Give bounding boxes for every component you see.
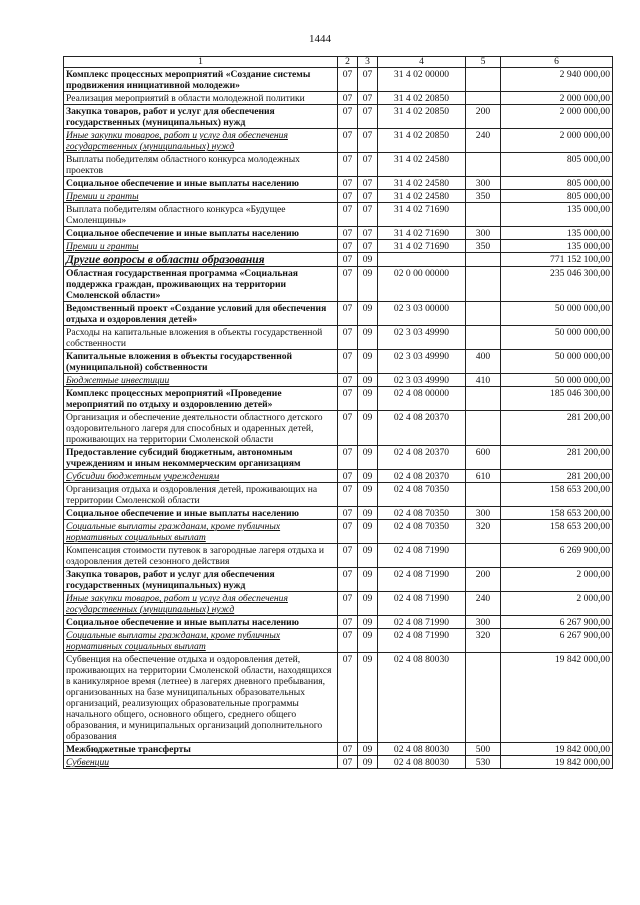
- row-section: 07: [338, 544, 358, 568]
- column-header-2: 2: [338, 57, 358, 68]
- row-expense-type: [466, 267, 501, 302]
- row-section: 07: [338, 374, 358, 387]
- row-target-code: 02 4 08 00000: [378, 387, 466, 411]
- row-section: 07: [338, 105, 358, 129]
- row-expense-type: 530: [466, 756, 501, 769]
- table-row: [64, 227, 613, 240]
- table-row: [64, 253, 613, 267]
- table-row: [64, 129, 613, 153]
- table-row: [64, 177, 613, 190]
- row-name: Субвенция на обеспечение отдыха и оздоровления детей, проживающих на территории Смоленской области, находящихся в каникулярное время (летнее) в лагерях дневного пребывания, организованных на базе муниципальных образовательных организаций, реализующих образовательные программы начального общего, основного общего, среднего общего образования, и муниципальных организаций дополнительного образования: [64, 653, 338, 743]
- row-subsection: 09: [358, 653, 378, 743]
- row-section: 07: [338, 470, 358, 483]
- row-amount: 50 000 000,00: [501, 302, 613, 326]
- page-number: 1444: [309, 33, 331, 45]
- row-section: 07: [338, 520, 358, 544]
- row-target-code: 02 4 08 70350: [378, 483, 466, 507]
- row-expense-type: 300: [466, 177, 501, 190]
- row-name: Социальные выплаты гражданам, кроме публичных нормативных социальных выплат: [64, 520, 338, 544]
- row-name: Выплаты победителям областного конкурса молодежных проектов: [64, 153, 338, 177]
- row-expense-type: 410: [466, 374, 501, 387]
- row-subsection: 09: [358, 470, 378, 483]
- table-row: [64, 105, 613, 129]
- row-amount: 158 653 200,00: [501, 507, 613, 520]
- column-header-6: 6: [501, 57, 613, 68]
- row-amount: 19 842 000,00: [501, 756, 613, 769]
- row-target-code: 02 4 08 71990: [378, 616, 466, 629]
- row-expense-type: [466, 253, 501, 267]
- row-subsection: 07: [358, 129, 378, 153]
- row-target-code: 02 4 08 71990: [378, 629, 466, 653]
- row-subsection: 07: [358, 92, 378, 105]
- row-section: 07: [338, 240, 358, 253]
- row-name: Социальное обеспечение и иные выплаты населению: [64, 507, 338, 520]
- row-section: 07: [338, 592, 358, 616]
- row-subsection: 09: [358, 592, 378, 616]
- row-section: 07: [338, 411, 358, 446]
- row-subsection: 07: [358, 203, 378, 227]
- row-section: 07: [338, 267, 358, 302]
- table-row: [64, 240, 613, 253]
- row-name: Социальное обеспечение и иные выплаты населению: [64, 616, 338, 629]
- row-name: Социальное обеспечение и иные выплаты населению: [64, 227, 338, 240]
- row-name: Расходы на капитальные вложения в объекты государственной собственности: [64, 326, 338, 350]
- row-target-code: 31 4 02 20850: [378, 105, 466, 129]
- row-amount: 158 653 200,00: [501, 483, 613, 507]
- row-target-code: 02 4 08 71990: [378, 568, 466, 592]
- row-section: 07: [338, 326, 358, 350]
- table-row: [64, 153, 613, 177]
- table-row: [64, 520, 613, 544]
- row-subsection: 07: [358, 153, 378, 177]
- row-amount: 6 269 900,00: [501, 544, 613, 568]
- row-expense-type: 610: [466, 470, 501, 483]
- row-target-code: 02 4 08 80030: [378, 756, 466, 769]
- table-row: [64, 629, 613, 653]
- row-target-code: 02 4 08 70350: [378, 507, 466, 520]
- row-target-code: 31 4 02 71690: [378, 227, 466, 240]
- table-row: [64, 756, 613, 769]
- table-row: [64, 267, 613, 302]
- table-row: [64, 544, 613, 568]
- row-target-code: 02 3 03 49990: [378, 374, 466, 387]
- row-target-code: 31 4 02 24580: [378, 153, 466, 177]
- row-amount: 185 046 300,00: [501, 387, 613, 411]
- row-subsection: 09: [358, 411, 378, 446]
- row-target-code: 31 4 02 00000: [378, 68, 466, 92]
- table-row: [64, 507, 613, 520]
- row-section: 07: [338, 302, 358, 326]
- row-name: Компенсация стоимости путевок в загородные лагеря отдыха и оздоровления детей сезонного действия: [64, 544, 338, 568]
- table-row: [64, 374, 613, 387]
- row-section: 07: [338, 153, 358, 177]
- row-subsection: 07: [358, 105, 378, 129]
- row-expense-type: 200: [466, 105, 501, 129]
- row-name: Организация отдыха и оздоровления детей, проживающих на территории Смоленской области: [64, 483, 338, 507]
- row-name: Премии и гранты: [64, 190, 338, 203]
- row-target-code: 02 4 08 71990: [378, 544, 466, 568]
- row-target-code: 02 4 08 20370: [378, 411, 466, 446]
- row-subsection: 09: [358, 387, 378, 411]
- row-subsection: 07: [358, 177, 378, 190]
- row-subsection: 09: [358, 520, 378, 544]
- table-row: [64, 203, 613, 227]
- row-target-code: 02 4 08 80030: [378, 653, 466, 743]
- table-row: [64, 190, 613, 203]
- row-expense-type: 240: [466, 592, 501, 616]
- row-section: 07: [338, 483, 358, 507]
- row-target-code: 02 3 03 00000: [378, 302, 466, 326]
- table-row: [64, 350, 613, 374]
- row-name: Субвенции: [64, 756, 338, 769]
- table-row: [64, 92, 613, 105]
- row-name: Комплекс процессных мероприятий «Создание системы продвижения инициативной молодежи»: [64, 68, 338, 92]
- row-name: Капитальные вложения в объекты государственной (муниципальной) собственности: [64, 350, 338, 374]
- row-amount: 281 200,00: [501, 411, 613, 446]
- row-subsection: 09: [358, 483, 378, 507]
- row-name: Закупка товаров, работ и услуг для обеспечения государственных (муниципальных) нужд: [64, 568, 338, 592]
- row-name: Социальное обеспечение и иные выплаты населению: [64, 177, 338, 190]
- row-amount: 771 152 100,00: [501, 253, 613, 267]
- row-expense-type: [466, 411, 501, 446]
- row-section: 07: [338, 507, 358, 520]
- row-expense-type: [466, 544, 501, 568]
- row-amount: 19 842 000,00: [501, 653, 613, 743]
- row-target-code: 31 4 02 20850: [378, 129, 466, 153]
- row-target-code: [378, 253, 466, 267]
- row-expense-type: [466, 387, 501, 411]
- row-amount: 2 940 000,00: [501, 68, 613, 92]
- row-subsection: 09: [358, 743, 378, 756]
- row-name: Иные закупки товаров, работ и услуг для обеспечения государственных (муниципальных) нужд: [64, 129, 338, 153]
- row-expense-type: [466, 153, 501, 177]
- row-expense-type: 300: [466, 616, 501, 629]
- row-subsection: 09: [358, 446, 378, 470]
- row-expense-type: [466, 302, 501, 326]
- table-row: [64, 326, 613, 350]
- row-section: 07: [338, 653, 358, 743]
- row-expense-type: [466, 326, 501, 350]
- row-name: Предоставление субсидий бюджетным, автономным учреждениям и иным некоммерческим организациям: [64, 446, 338, 470]
- row-subsection: 07: [358, 227, 378, 240]
- row-subsection: 09: [358, 616, 378, 629]
- row-target-code: 31 4 02 20850: [378, 92, 466, 105]
- row-target-code: 02 4 08 20370: [378, 446, 466, 470]
- row-amount: 50 000 000,00: [501, 374, 613, 387]
- row-expense-type: [466, 92, 501, 105]
- row-target-code: 02 4 08 70350: [378, 520, 466, 544]
- row-subsection: 09: [358, 629, 378, 653]
- row-subsection: 09: [358, 568, 378, 592]
- row-expense-type: [466, 68, 501, 92]
- row-amount: 135 000,00: [501, 203, 613, 227]
- budget-table: [63, 56, 613, 769]
- row-expense-type: 600: [466, 446, 501, 470]
- row-name: Выплата победителям областного конкурса «Будущее Смоленщины»: [64, 203, 338, 227]
- row-amount: 2 000 000,00: [501, 92, 613, 105]
- row-name: Реализация мероприятий в области молодежной политики: [64, 92, 338, 105]
- row-section: 07: [338, 190, 358, 203]
- column-header-4: 4: [378, 57, 466, 68]
- row-expense-type: [466, 203, 501, 227]
- row-subsection: 09: [358, 326, 378, 350]
- row-name: Премии и гранты: [64, 240, 338, 253]
- row-target-code: 02 0 00 00000: [378, 267, 466, 302]
- row-amount: 135 000,00: [501, 240, 613, 253]
- row-section: 07: [338, 129, 358, 153]
- row-section: 07: [338, 227, 358, 240]
- table-row: [64, 470, 613, 483]
- row-subsection: 09: [358, 302, 378, 326]
- row-amount: 281 200,00: [501, 470, 613, 483]
- row-section: 07: [338, 203, 358, 227]
- row-section: 07: [338, 350, 358, 374]
- row-section: 07: [338, 177, 358, 190]
- row-section: 07: [338, 387, 358, 411]
- row-section: 07: [338, 253, 358, 267]
- row-amount: 2 000 000,00: [501, 129, 613, 153]
- row-section: 07: [338, 629, 358, 653]
- row-expense-type: 240: [466, 129, 501, 153]
- row-subsection: 07: [358, 240, 378, 253]
- table-header-row: [64, 57, 613, 68]
- column-header-1: 1: [64, 57, 338, 68]
- row-section: 07: [338, 446, 358, 470]
- table-row: [64, 743, 613, 756]
- row-name: Бюджетные инвестиции: [64, 374, 338, 387]
- row-amount: 2 000 000,00: [501, 105, 613, 129]
- row-subsection: 09: [358, 756, 378, 769]
- table-row: [64, 653, 613, 743]
- row-amount: 805 000,00: [501, 190, 613, 203]
- column-header-5: 5: [466, 57, 501, 68]
- row-section: 07: [338, 68, 358, 92]
- row-amount: 50 000 000,00: [501, 350, 613, 374]
- row-target-code: 31 4 02 24580: [378, 177, 466, 190]
- table-body: [64, 68, 613, 769]
- row-target-code: 02 3 03 49990: [378, 350, 466, 374]
- row-name: Иные закупки товаров, работ и услуг для обеспечения государственных (муниципальных) нужд: [64, 592, 338, 616]
- row-name: Областная государственная программа «Социальная поддержка граждан, проживающих на территории Смоленской области»: [64, 267, 338, 302]
- row-section: 07: [338, 616, 358, 629]
- column-header-3: 3: [358, 57, 378, 68]
- row-expense-type: 300: [466, 507, 501, 520]
- row-target-code: 31 4 02 24580: [378, 190, 466, 203]
- row-section: 07: [338, 568, 358, 592]
- row-subsection: 07: [358, 68, 378, 92]
- table-row: [64, 616, 613, 629]
- row-section: 07: [338, 743, 358, 756]
- row-amount: 135 000,00: [501, 227, 613, 240]
- row-expense-type: [466, 483, 501, 507]
- row-expense-type: 500: [466, 743, 501, 756]
- row-amount: 50 000 000,00: [501, 326, 613, 350]
- row-subsection: 09: [358, 253, 378, 267]
- row-name: Организация и обеспечение деятельности областного детского оздоровительного лагеря для способных и одаренных детей, проживающих на территории Смоленской области: [64, 411, 338, 446]
- table-row: [64, 411, 613, 446]
- row-expense-type: 350: [466, 190, 501, 203]
- row-name: Другие вопросы в области образования: [64, 253, 338, 267]
- table-row: [64, 68, 613, 92]
- row-amount: 235 046 300,00: [501, 267, 613, 302]
- row-expense-type: 400: [466, 350, 501, 374]
- row-amount: 805 000,00: [501, 153, 613, 177]
- row-target-code: 02 4 08 71990: [378, 592, 466, 616]
- row-expense-type: 200: [466, 568, 501, 592]
- row-target-code: 31 4 02 71690: [378, 203, 466, 227]
- row-subsection: 09: [358, 544, 378, 568]
- row-target-code: 02 3 03 49990: [378, 326, 466, 350]
- row-amount: 158 653 200,00: [501, 520, 613, 544]
- row-target-code: 31 4 02 71690: [378, 240, 466, 253]
- row-name: Социальные выплаты гражданам, кроме публичных нормативных социальных выплат: [64, 629, 338, 653]
- row-amount: 281 200,00: [501, 446, 613, 470]
- row-amount: 19 842 000,00: [501, 743, 613, 756]
- row-subsection: 09: [358, 267, 378, 302]
- table-row: [64, 446, 613, 470]
- row-name: Закупка товаров, работ и услуг для обеспечения государственных (муниципальных) нужд: [64, 105, 338, 129]
- row-subsection: 09: [358, 507, 378, 520]
- row-expense-type: 320: [466, 520, 501, 544]
- row-name: Межбюджетные трансферты: [64, 743, 338, 756]
- row-name: Субсидии бюджетным учреждениям: [64, 470, 338, 483]
- row-amount: 6 267 900,00: [501, 629, 613, 653]
- row-expense-type: 350: [466, 240, 501, 253]
- table-row: [64, 483, 613, 507]
- row-expense-type: [466, 653, 501, 743]
- row-subsection: 07: [358, 190, 378, 203]
- row-name: Комплекс процессных мероприятий «Проведение мероприятий по отдыху и оздоровлению детей»: [64, 387, 338, 411]
- row-subsection: 09: [358, 374, 378, 387]
- table-row: [64, 592, 613, 616]
- row-expense-type: 300: [466, 227, 501, 240]
- table-row: [64, 568, 613, 592]
- row-target-code: 02 4 08 80030: [378, 743, 466, 756]
- row-section: 07: [338, 756, 358, 769]
- row-name: Ведомственный проект «Создание условий для обеспечения отдыха и оздоровления детей»: [64, 302, 338, 326]
- table-row: [64, 302, 613, 326]
- table-row: [64, 387, 613, 411]
- row-section: 07: [338, 92, 358, 105]
- row-expense-type: 320: [466, 629, 501, 653]
- row-subsection: 09: [358, 350, 378, 374]
- row-target-code: 02 4 08 20370: [378, 470, 466, 483]
- row-amount: 6 267 900,00: [501, 616, 613, 629]
- row-amount: 2 000,00: [501, 568, 613, 592]
- row-amount: 2 000,00: [501, 592, 613, 616]
- row-amount: 805 000,00: [501, 177, 613, 190]
